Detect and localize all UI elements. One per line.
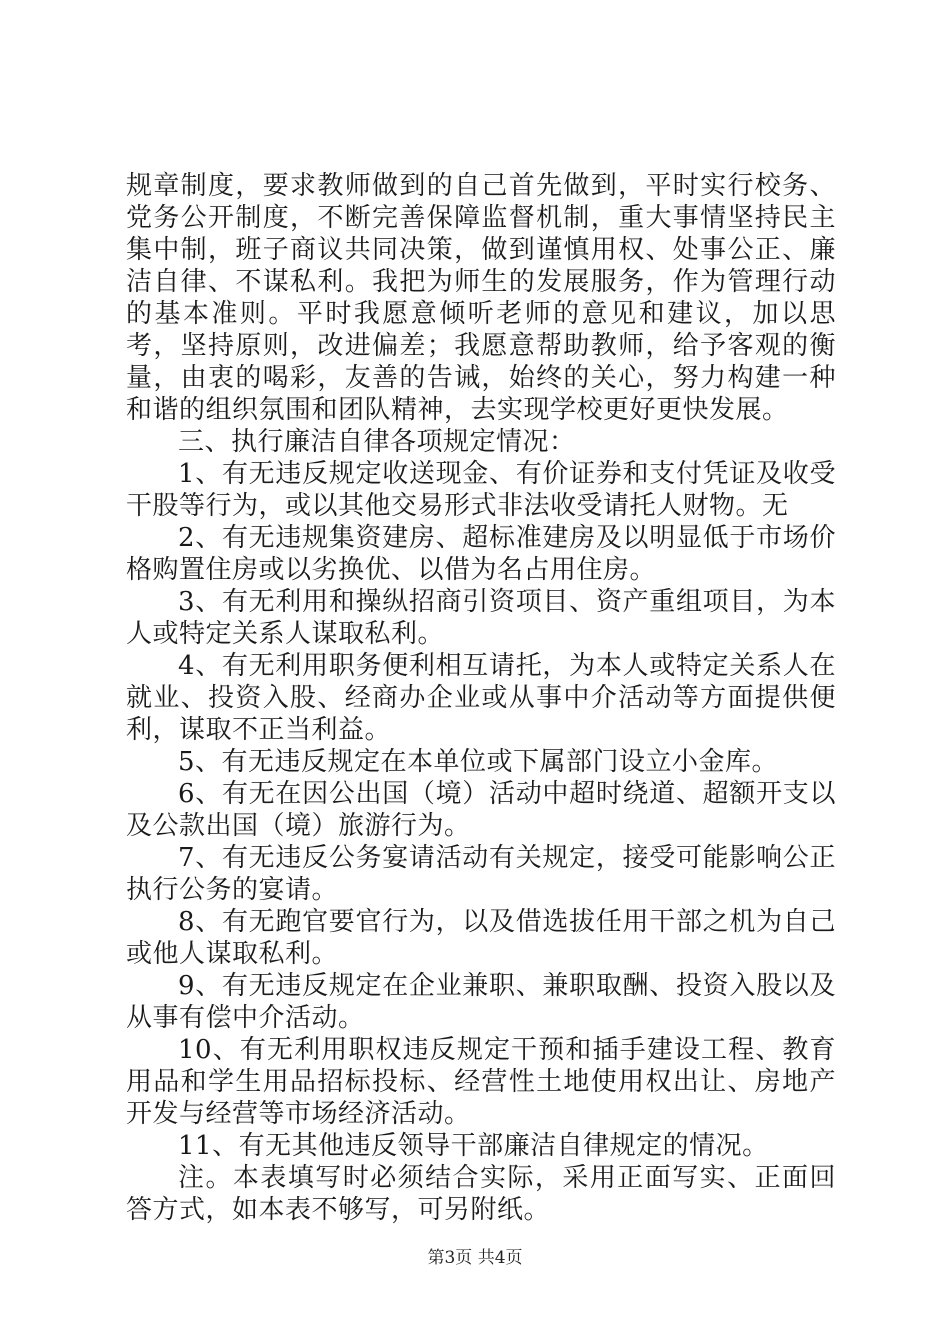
note-paragraph: 注。本表填写时必须结合实际，采用正面写实、正面回答方式，如本表不够写，可另附纸。 [126, 1163, 836, 1225]
list-item: 7、有无违反公务宴请活动有关规定，接受可能影响公正执行公务的宴请。 [126, 843, 836, 905]
page-footer: 第3页 共4页 [427, 1248, 523, 1268]
list-item: 1、有无违反规定收送现金、有价证券和支付凭证及收受干股等行为，或以其他交易形式非法收受请托人财物。无 [126, 459, 836, 521]
list-item: 6、有无在因公出国（境）活动中超时绕道、超额开支以及公款出国（境）旅游行为。 [126, 779, 836, 841]
list-item: 8、有无跑官要官行为，以及借选拔任用干部之机为自己或他人谋取私利。 [126, 907, 836, 969]
section-heading: 三、执行廉洁自律各项规定情况： [178, 427, 576, 457]
list-item: 4、有无利用职务便利相互请托，为本人或特定关系人在就业、投资入股、经商办企业或从事中介活动等方面提供便利，谋取不正当利益。 [126, 651, 836, 745]
list-item: 10、有无利用职权违反规定干预和插手建设工程、教育用品和学生用品招标投标、经营性土地使用权出让、房地产开发与经营等市场经济活动。 [126, 1035, 836, 1129]
list-item: 5、有无违反规定在本单位或下属部门设立小金库。 [178, 747, 779, 777]
list-item: 9、有无违反规定在企业兼职、兼职取酬、投资入股以及从事有偿中介活动。 [126, 971, 836, 1033]
list-item: 11、有无其他违反领导干部廉洁自律规定的情况。 [178, 1131, 769, 1161]
list-item: 3、有无利用和操纵招商引资项目、资产重组项目，为本人或特定关系人谋取私利。 [126, 587, 836, 649]
list-item: 2、有无违规集资建房、超标准建房及以明显低于市场价格购置住房或以劣换优、以借为名占用住房。 [126, 523, 836, 585]
document-body [126, 170, 836, 1226]
paragraph-continued: 规章制度，要求教师做到的自己首先做到，平时实行校务、党务公开制度，不断完善保障监督机制，重大事情坚持民主集中制，班子商议共同决策，做到谨慎用权、处事公正、廉洁自律、不谋私利。我把为师生的发展服务，作为管理行动的基本准则。平时我愿意倾听老师的意见和建议，加以思考，坚持原则，改进偏差；我愿意帮助教师，给予客观的衡量，由衷的喝彩，友善的告诫，始终的关心，努力构建一种和谐的组织氛围和团队精神，去实现学校更好更快发展。 [126, 171, 836, 425]
